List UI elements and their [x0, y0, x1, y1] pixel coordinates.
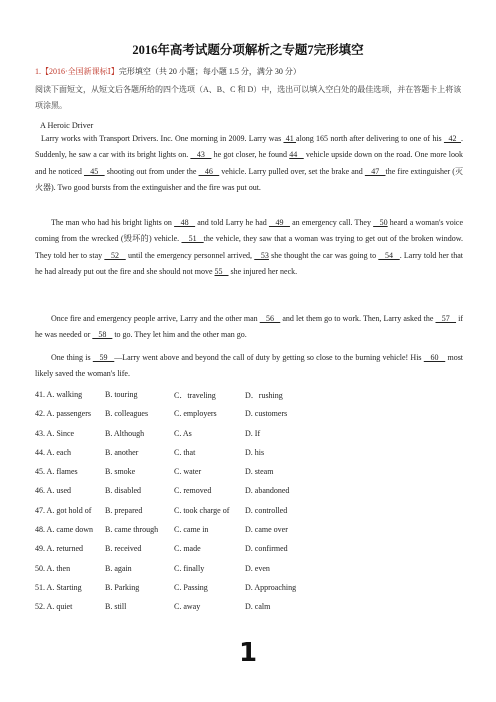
option-a: 48. A. came down [35, 525, 93, 535]
option-c: C. made [174, 544, 201, 554]
option-c: C. away [174, 602, 201, 612]
blank-49: 49 [268, 218, 290, 227]
text-run: she thought the car was going to [268, 250, 379, 260]
option-c: C．traveling [174, 391, 216, 400]
text-run: along 165 north after delivering to one of his [296, 134, 444, 143]
blank-59: 59 [92, 353, 115, 362]
option-c: C. Passing [174, 582, 208, 592]
option-d: D. Approaching [245, 582, 297, 592]
blank-54: 54 [378, 250, 400, 260]
option-a: 51. A. Starting [35, 582, 82, 592]
option-d: D. controlled [245, 505, 288, 515]
instructions: 阅读下面短文，从短文后各题所给的四个选项（A、B、C 和 D）中，选出可以填入空白处的最佳选项，并在答题卡上将该项涂黑。 [35, 85, 462, 110]
blank-45: 45 [83, 166, 105, 176]
source-line [35, 66, 463, 77]
option-b: B. again [105, 563, 132, 573]
text-run: to go. They let him and the other man go. [112, 330, 247, 340]
option-d: D. came over [245, 525, 288, 535]
blank-44: 44 [289, 150, 304, 160]
option-d: D. steam [245, 467, 274, 477]
text-run: shooting out from under the [104, 166, 199, 176]
text-run: vehicle. Larry pulled over, set the brake and [219, 166, 365, 176]
option-b: B. colleagues [105, 409, 149, 419]
paragraph-4 [35, 350, 463, 383]
option-c: C. As [174, 428, 192, 438]
option-b: B. smoke [105, 467, 136, 477]
option-a: 41. A. walking [35, 390, 83, 399]
option-a: 43. A. Since [35, 428, 75, 438]
blank-48: 48 [174, 218, 196, 227]
blank-52: 52 [104, 250, 126, 260]
option-b: B. received [105, 544, 142, 554]
text-run: One thing is [51, 353, 93, 362]
document-title: 2016年高考试题分项解析之专题7完形填空 [132, 43, 364, 57]
blank-47: 47 [364, 166, 386, 176]
option-a: 44. A. each [35, 447, 71, 457]
option-a: 50. A. then [35, 563, 71, 573]
blank-43: 43 [190, 150, 212, 160]
option-a: 46. A. used [35, 486, 71, 496]
blank-53: 53 [254, 250, 269, 260]
option-b: B. another [105, 447, 139, 457]
text-run: Once fire and emergency people arrive, Larry and the other man [51, 314, 260, 323]
option-b: B. disabled [105, 486, 141, 496]
paragraph-2 [35, 215, 463, 280]
text-run: the fire extinguisher (灭火器). Two good bursts from the extinguisher and the fire was put out. [35, 166, 464, 192]
option-b: B. came through [105, 525, 159, 535]
paragraph-1 [35, 131, 463, 196]
section-description: 完形填空（共 20 小题；每小题 1.5 分，满分 30 分） [118, 67, 301, 76]
option-c: C. water [174, 467, 202, 477]
option-c: C. employers [174, 409, 217, 419]
page-number: 1 [238, 638, 258, 668]
option-c: C. took charge of [174, 505, 230, 515]
option-c: C. that [174, 447, 196, 457]
text-run: —Larry went above and beyond the call of duty by getting so close to the burning vehicle! His [114, 353, 424, 362]
blank-57: 57 [435, 314, 457, 323]
paragraph-3 [35, 311, 463, 344]
option-d: D. confirmed [245, 544, 288, 554]
option-d: D．rushing [245, 391, 283, 400]
option-c: C. came in [174, 525, 209, 535]
option-b: B. still [105, 602, 127, 612]
option-d: D. customers [245, 409, 288, 419]
text-run: until the emergency personnel arrived, [125, 250, 255, 260]
option-d: D. his [245, 447, 265, 457]
option-c: C. removed [174, 486, 212, 496]
option-a: 45. A. flames [35, 467, 78, 477]
text-run: and told Larry he had [195, 218, 269, 227]
blank-51: 51 [181, 234, 204, 244]
text-run: most likely saved the woman's life. [35, 353, 464, 379]
text-run: . Larry told her that he had already put out the fire and she should not move [35, 250, 464, 276]
option-d: D. abandoned [245, 486, 290, 496]
text-run: heard a woman's voice coming from the wrecked (毁坏的) vehicle. [35, 218, 464, 244]
option-d: D. calm [245, 602, 271, 612]
blank-58: 58 [92, 330, 113, 340]
blank-56: 56 [259, 314, 281, 323]
blank-46: 46 [198, 166, 220, 176]
option-d: D. If [245, 428, 261, 438]
option-a: 42. A. passengers [35, 409, 91, 419]
text-run: if he was needed or [35, 314, 464, 340]
blank-41: 41 [283, 134, 297, 143]
text-run: The man who had his bright lights on [51, 218, 175, 227]
text-run: and let them go to work. Then, Larry asked the [280, 314, 436, 323]
option-a: 52. A. quiet [35, 602, 73, 612]
option-a: 49. A. returned [35, 544, 83, 554]
text-run: he got closer, he found [211, 150, 290, 160]
text-run: the vehicle, they saw that a woman was trying to get out of the broken window. They told her to stay [35, 234, 463, 260]
text-run: Larry works with Transport Drivers. Inc. One morning in 2009. Larry was [41, 134, 284, 143]
option-b: B. Although [105, 428, 145, 438]
option-d: D. even [245, 563, 270, 573]
text-run: an emergency call. They [289, 218, 374, 227]
option-b: B. touring [105, 390, 138, 399]
passage-title: A Heroic Driver [40, 121, 94, 130]
option-a: 47. A. got hold of [35, 505, 92, 515]
blank-55: 55 [214, 266, 229, 276]
text-run: vehicle upside down on the road. One more look and he noticed [35, 150, 464, 176]
text-run: she injured her neck. [228, 266, 298, 276]
source-tag: 1.【2016·全国新课标Ⅰ】 [35, 67, 119, 76]
blank-42: 42 [443, 134, 461, 143]
text-run: . Suddenly, he saw a car with its bright lights on. [35, 134, 463, 160]
option-b: B. prepared [105, 505, 143, 515]
blank-50: 50 [373, 218, 388, 227]
blank-60: 60 [423, 353, 446, 362]
option-c: C. finally [174, 563, 205, 573]
option-b: B. Parking [105, 582, 140, 592]
